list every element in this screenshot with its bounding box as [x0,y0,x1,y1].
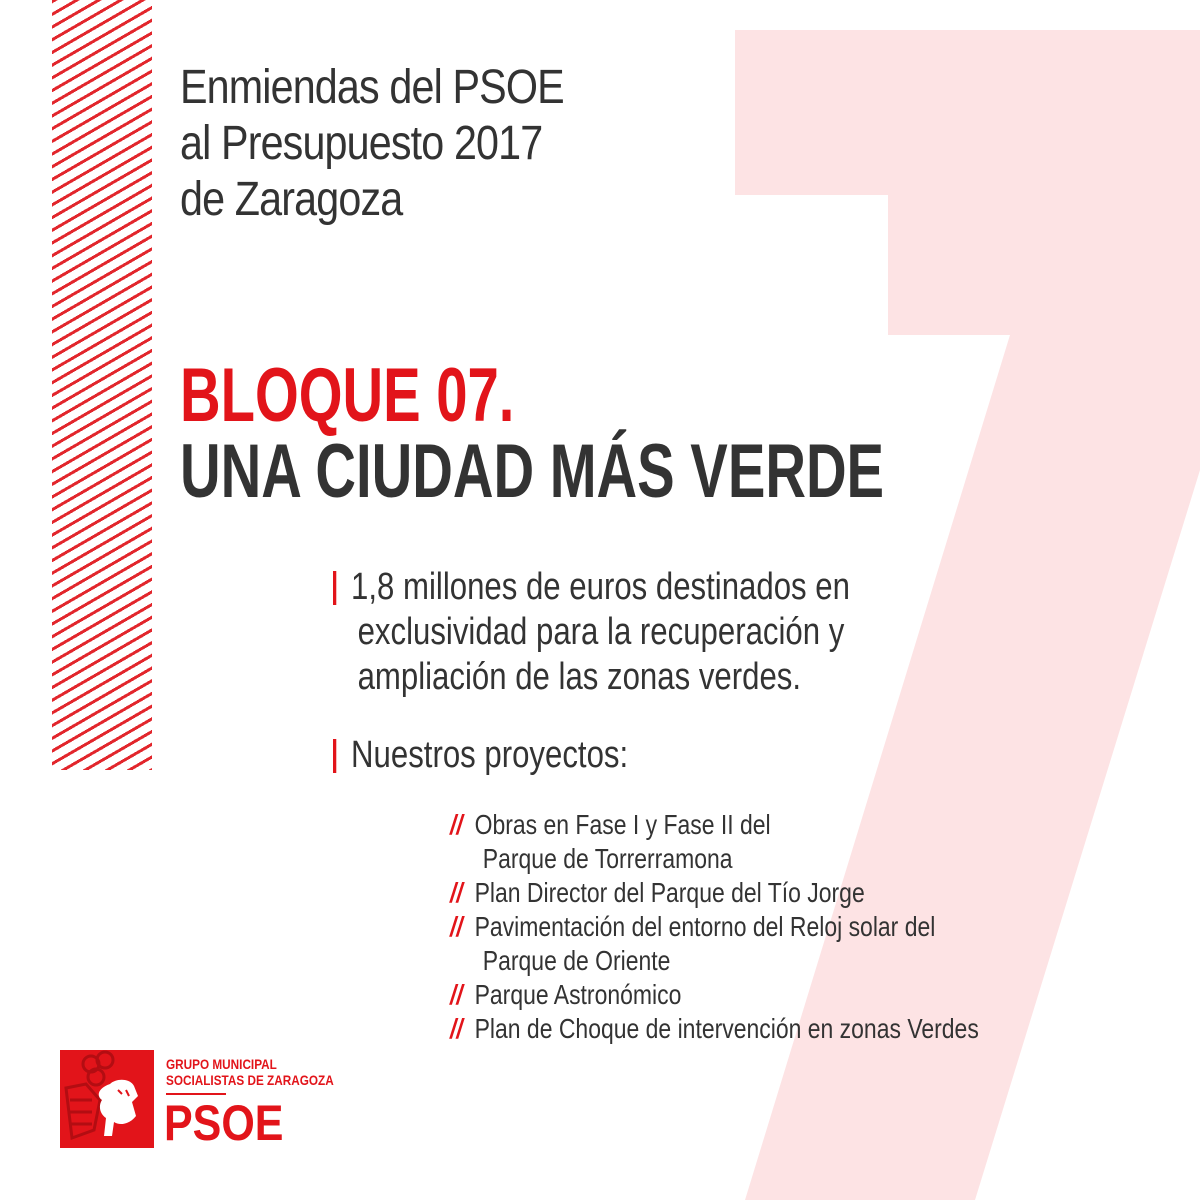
project-item [450,1012,979,1046]
project-item [450,808,979,876]
title-line-3: de Zaragoza [180,173,403,226]
red-bar-marker [333,571,336,605]
double-slash-marker: // [450,911,463,942]
block-subtitle: UNA CIUDAD MÁS VERDE [180,429,885,514]
project-item [450,978,979,1012]
summary-line-3: ampliación de las zonas verdes. [357,656,802,698]
double-slash-marker: // [450,877,463,908]
psoe-emblem-icon [60,1050,154,1148]
block-number-label: BLOQUE 07. [180,353,515,438]
title-line-1: Enmiendas del PSOE [180,61,564,114]
project-line: Pavimentación del entorno del Reloj solar del [474,911,936,942]
double-slash-marker: // [450,809,463,840]
project-line: Parque Astronómico [474,979,682,1010]
project-line: Obras en Fase I y Fase II del [474,809,771,840]
project-item [450,876,979,910]
page-title [180,60,564,228]
summary-line-2: exclusividad para la recuperación y [357,611,845,653]
psoe-logo [60,1050,360,1150]
project-line: Parque de Torrerramona [482,843,733,874]
double-slash-marker: // [450,1013,463,1044]
project-line: Plan Director del Parque del Tío Jorge [474,877,865,908]
projects-heading-label: Nuestros proyectos: [351,734,629,776]
projects-heading [333,733,956,778]
title-line-2: al Presupuesto 2017 [180,117,543,170]
double-slash-marker: // [450,979,463,1010]
logo-party-name: PSOE [164,1095,284,1151]
project-line: Parque de Oriente [482,945,671,976]
project-item [450,910,979,978]
summary-line-1: 1,8 millones de euros destinados en [351,566,850,608]
logo-group-line-2: SOCIALISTAS DE ZARAGOZA [166,1072,334,1088]
logo-group-line-1: GRUPO MUNICIPAL [166,1056,277,1072]
budget-summary [333,565,956,700]
red-bar-marker [333,739,336,773]
block-heading [180,353,885,514]
project-line: Plan de Choque de intervención en zonas Verdes [474,1013,979,1044]
projects-list [450,808,979,1046]
logo-group-name [166,1056,334,1088]
